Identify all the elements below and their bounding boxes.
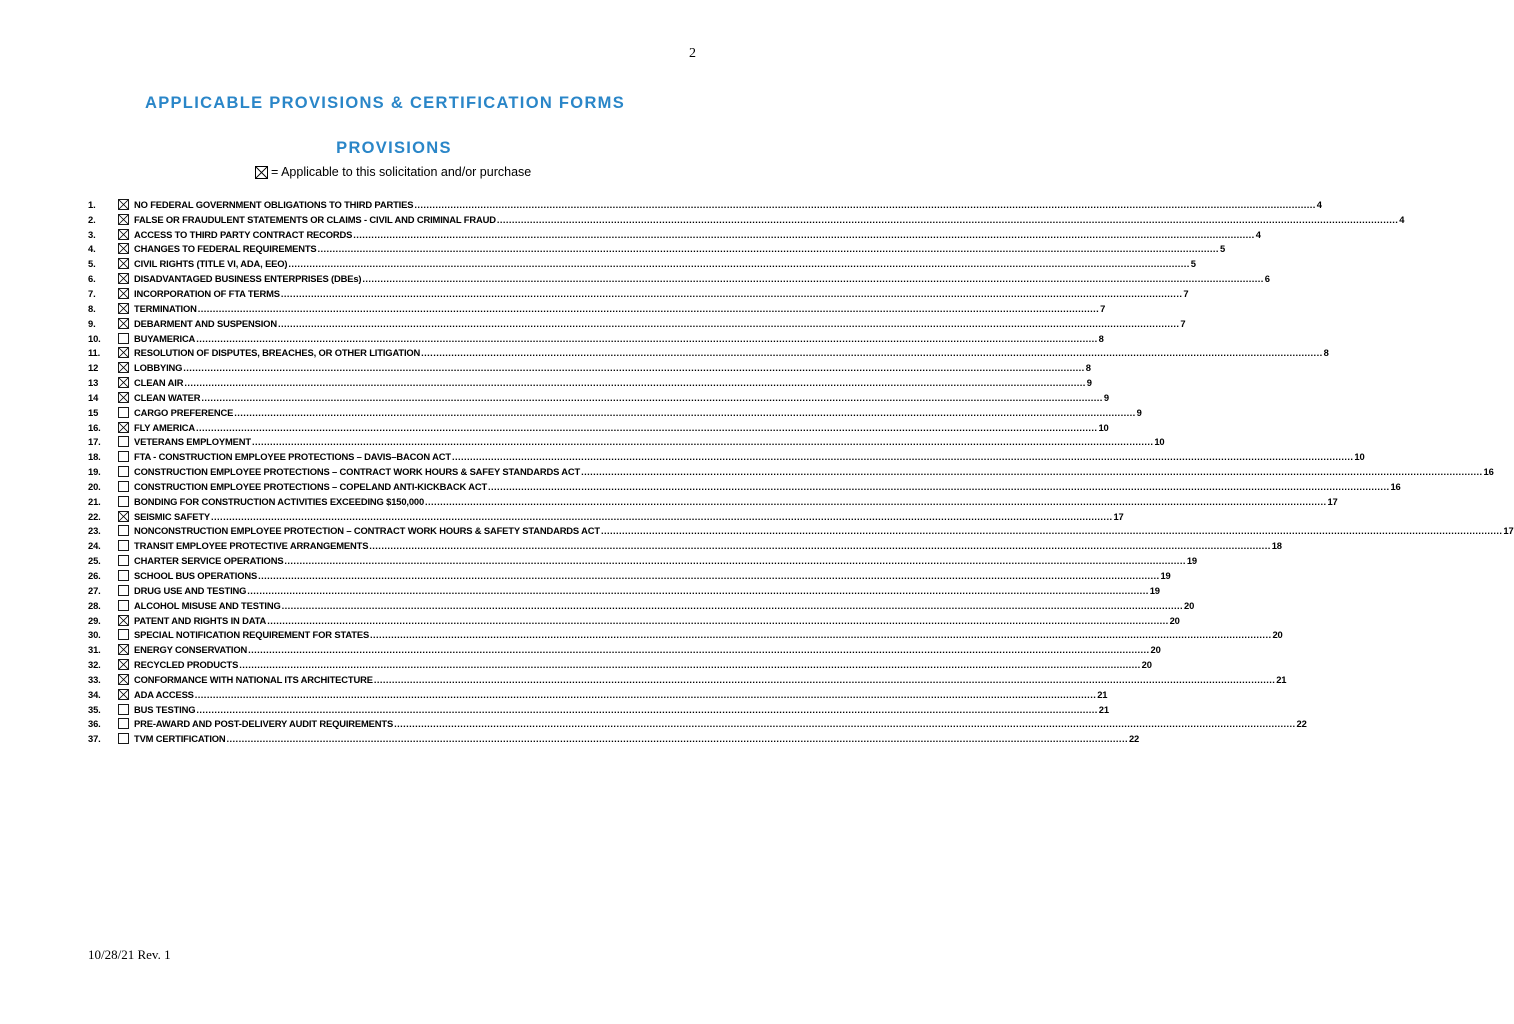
provision-label: CHARTER SERVICE OPERATIONS [134,555,284,567]
provision-page: 10 [1354,451,1365,463]
provision-label: ALCOHOL MISUSE AND TESTING [134,599,281,611]
empty-checkbox-icon [118,333,129,344]
dot-leader: ............................................................................................................................................................................................................................................................................................................ [284,555,1186,567]
provision-row [88,642,1161,657]
empty-checkbox-icon [118,466,129,477]
provision-row [88,375,1092,390]
provision-label: FTA - CONSTRUCTION EMPLOYEE PROTECTIONS – DAVIS–BACON ACT [134,451,451,463]
dot-leader: ............................................................................................................................................................................................................................................................................................................ [421,347,1323,359]
provision-number: 16. [88,421,101,433]
provision-row [88,553,1197,568]
provision-row [88,331,1104,346]
dot-leader: ............................................................................................................................................................................................................................................................................................................ [425,495,1327,507]
provision-label: PRE-AWARD AND POST-DELIVERY AUDIT REQUIREMENTS [134,718,394,730]
provision-number: 6. [88,273,96,285]
dot-leader: ............................................................................................................................................................................................................................................................................................................ [370,629,1272,641]
provision-number: 18. [88,451,101,463]
empty-checkbox-icon [118,718,129,729]
checked-box-icon [118,258,129,269]
provision-row [88,390,1109,405]
dot-leader: ............................................................................................................................................................................................................................................................................................................ [451,451,1354,463]
provision-number: 21. [88,495,101,507]
provision-label: RECYCLED PRODUCTS [134,659,239,671]
provision-number: 31. [88,644,101,656]
provision-number: 24. [88,540,101,552]
provision-row [88,286,1189,301]
provision-row [88,613,1180,628]
checked-box-icon [118,273,129,284]
provision-label: ACCESS TO THIRD PARTY CONTRACT RECORDS [134,228,353,240]
provision-number: 22. [88,510,101,522]
checked-box-icon [118,377,129,388]
provision-number: 35. [88,703,101,715]
provision-row [88,538,1282,553]
provision-page: 19 [1160,570,1171,582]
provision-row [88,405,1142,420]
provision-page: 4 [1399,213,1405,225]
dot-leader: ............................................................................................................................................................................................................................................................................................................ [196,421,1098,433]
provision-label: TERMINATION [134,302,197,314]
provision-page: 9 [1103,391,1109,403]
dot-leader: ............................................................................................................................................................................................................................................................................................................ [201,391,1103,403]
provision-row [88,316,1186,331]
provision-label: CONSTRUCTION EMPLOYEE PROTECTIONS – COPELAND ANTI-KICKBACK ACT [134,480,488,492]
dot-leader: ............................................................................................................................................................................................................................................................................................................ [353,228,1255,240]
provision-number: 27. [88,584,101,596]
dot-leader: ............................................................................................................................................................................................................................................................................................................ [196,703,1098,715]
provision-number: 23. [88,525,101,537]
provision-row [88,360,1091,375]
dot-leader: ............................................................................................................................................................................................................................................................................................................ [394,718,1296,730]
provision-label: LOBBYING [134,362,183,374]
provision-label: DISADVANTAGED BUSINESS ENTERPRISES (DBEs) [134,273,362,285]
dot-leader: ............................................................................................................................................................................................................................................................................................................ [373,673,1276,685]
provision-row [88,479,1401,494]
provision-label: DEBARMENT AND SUSPENSION [134,317,277,329]
provision-page: 10 [1154,436,1165,448]
dot-leader: ............................................................................................................................................................................................................................................................................................................ [239,659,1141,671]
provision-label: ADA ACCESS [134,688,194,700]
provision-label: RESOLUTION OF DISPUTES, BREACHES, OR OTHER LITIGATION [134,347,421,359]
provision-number: 25. [88,555,101,567]
provision-label: ENERGY CONSERVATION [134,644,248,656]
provision-page: 22 [1296,718,1307,730]
provision-row [88,464,1494,479]
provision-row [88,212,1405,227]
provision-label: DRUG USE AND TESTING [134,584,247,596]
provision-row [88,227,1261,242]
dot-leader: ............................................................................................................................................................................................................................................................................................................ [234,406,1136,418]
provision-row [88,449,1365,464]
provision-number: 5. [88,258,96,270]
provision-label: VETERANS EMPLOYMENT [134,436,251,448]
provision-label: TRANSIT EMPLOYEE PROTECTIVE ARRANGEMENTS [134,540,369,552]
dot-leader: ............................................................................................................................................................................................................................................................................................................ [183,362,1085,374]
provision-label: INCORPORATION OF FTA TERMS [134,287,280,299]
provision-label: CONFORMANCE WITH NATIONAL ITS ARCHITECTURE [134,673,373,685]
provision-page: 21 [1098,703,1109,715]
provision-label: FALSE OR FRAUDULENT STATEMENTS OR CLAIMS - CIVIL AND CRIMINAL FRAUD [134,213,496,225]
provision-row [88,345,1329,360]
provision-number: 11. [88,347,101,359]
provision-page: 20 [1272,629,1283,641]
provision-label: CLEAN WATER [134,391,201,403]
provision-number: 19. [88,466,101,478]
provision-number: 7. [88,287,96,299]
dot-leader: ............................................................................................................................................................................................................................................................................................................ [247,584,1149,596]
provision-number: 1. [88,198,96,210]
provision-number: 30. [88,629,101,641]
empty-checkbox-icon [118,481,129,492]
provision-page: 5 [1190,258,1196,270]
provision-page: 21 [1276,673,1287,685]
provision-number: 13 [88,377,99,389]
provision-label: SPECIAL NOTIFICATION REQUIREMENT FOR STATES [134,629,370,641]
provision-row [88,256,1196,271]
provision-label: PATENT AND RIGHTS IN DATA [134,614,267,626]
provision-page: 9 [1086,377,1092,389]
provision-label: CHANGES TO FEDERAL REQUIREMENTS [134,243,317,255]
provision-number: 33. [88,673,101,685]
provision-page: 17 [1327,495,1338,507]
provision-label: SCHOOL BUS OPERATIONS [134,570,258,582]
provision-label: BUS TESTING [134,703,196,715]
provision-number: 17. [88,436,101,448]
empty-checkbox-icon [118,600,129,611]
empty-checkbox-icon [118,525,129,536]
provision-page: 8 [1085,362,1091,374]
checked-box-icon [118,214,129,225]
provision-page: 17 [1503,525,1514,537]
provision-row [88,494,1338,509]
checked-box-icon [118,318,129,329]
checked-box-icon [118,511,129,522]
dot-leader: ............................................................................................................................................................................................................................................................................................................ [251,436,1154,448]
dot-leader: ............................................................................................................................................................................................................................................................................................................ [369,540,1271,552]
provision-label: CIVIL RIGHTS (TITLE VI, ADA, EEO) [134,258,288,270]
legend-text: = Applicable to this solicitation and/or purchase [271,165,532,179]
provision-page: 22 [1128,733,1140,745]
provision-page: 4 [1255,228,1261,240]
dot-leader: ............................................................................................................................................................................................................................................................................................................ [267,614,1169,626]
section-title: PROVISIONS [336,139,452,157]
empty-checkbox-icon [118,407,129,418]
empty-checkbox-icon [118,436,129,447]
empty-checkbox-icon [118,570,129,581]
provision-row [88,627,1283,642]
dot-leader: ............................................................................................................................................................................................................................................................................................................ [581,466,1483,478]
provision-number: 37. [88,733,101,745]
provision-number: 12 [88,362,99,374]
dot-leader: ............................................................................................................................................................................................................................................................................................................ [288,258,1190,270]
checked-box-icon [118,303,129,314]
provision-row [88,301,1106,316]
provision-page: 19 [1186,555,1197,567]
empty-checkbox-icon [118,540,129,551]
dot-leader: ............................................................................................................................................................................................................................................................................................................ [277,317,1180,329]
provision-page: 20 [1169,614,1180,626]
empty-checkbox-icon [118,704,129,715]
dot-leader: ............................................................................................................................................................................................................................................................................................................ [184,377,1086,389]
provision-label: SEISMIC SAFETY [134,510,211,522]
provision-row [88,672,1287,687]
legend [255,163,531,181]
provision-page: 9 [1136,406,1142,418]
provision-number: 34. [88,688,101,700]
checked-box-icon [118,362,129,373]
checked-box-icon [118,689,129,700]
provision-number: 15 [88,406,99,418]
empty-checkbox-icon [118,585,129,596]
provision-label: FLY AMERICA [134,421,196,433]
footer-revision: 10/28/21 Rev. 1 [88,947,171,962]
provision-page: 5 [1219,243,1226,255]
checked-box-icon [118,674,129,685]
empty-checkbox-icon [118,733,129,744]
dot-leader: ............................................................................................................................................................................................................................................................................................................ [248,644,1150,656]
provision-page: 4 [1316,198,1322,210]
provision-label: TVM CERTIFICATION [134,733,226,745]
provision-row [88,509,1124,524]
dot-leader: ............................................................................................................................................................................................................................................................................................................ [258,570,1160,582]
provision-label: CARGO PREFERENCE [134,406,234,418]
provision-row [88,717,1307,732]
provision-page: 7 [1100,302,1106,314]
provision-row [88,271,1270,286]
provision-page: 8 [1323,347,1329,359]
provision-number: 3. [88,228,96,240]
dot-leader: ............................................................................................................................................................................................................................................................................................................ [196,332,1098,344]
provision-label: CONSTRUCTION EMPLOYEE PROTECTIONS – CONTRACT WORK HOURS & SAFEY STANDARDS ACT [134,466,581,478]
provision-page: 6 [1264,273,1270,285]
provision-number: 20. [88,480,101,492]
provision-page: 10 [1098,421,1109,433]
provision-page: 21 [1097,688,1108,700]
provision-page: 17 [1113,510,1124,522]
provision-number: 10. [88,332,101,344]
provision-number: 36. [88,718,101,730]
provision-number: 28. [88,599,101,611]
provision-label: CLEAN AIR [134,377,184,389]
provision-row [88,435,1165,450]
page-number: 2 [689,46,696,61]
checked-box-icon [118,659,129,670]
checked-box-icon [118,199,129,210]
provision-row [88,568,1171,583]
provision-row [88,702,1109,717]
provision-row [88,598,1195,613]
checked-box-icon [118,347,129,358]
dot-leader: ............................................................................................................................................................................................................................................................................................................ [194,688,1097,700]
dot-leader: ............................................................................................................................................................................................................................................................................................................ [211,510,1113,522]
provision-label: NONCONSTRUCTION EMPLOYEE PROTECTION – CONTRACT WORK HOURS & SAFETY STANDARDS ACT [134,525,600,537]
checked-box-icon [118,422,129,433]
provision-number: 14 [88,391,99,403]
provisions-list [88,197,1514,746]
checked-box-icon [118,615,129,626]
dot-leader: ............................................................................................................................................................................................................................................................................................................ [281,599,1184,611]
provision-row [88,242,1226,257]
dot-leader: ............................................................................................................................................................................................................................................................................................................ [414,198,1316,210]
provision-row [88,197,1322,212]
checked-box-icon [118,243,129,254]
empty-checkbox-icon [118,629,129,640]
provision-label: BONDING FOR CONSTRUCTION ACTIVITIES EXCEEDING $150,000 [134,495,425,507]
provision-label: BUYAMERICA [134,332,196,344]
provision-row [88,524,1514,539]
provision-page: 16 [1483,466,1494,478]
provision-number: 9. [88,317,96,329]
empty-checkbox-icon [118,555,129,566]
provision-page: 8 [1098,332,1104,344]
dot-leader: ............................................................................................................................................................................................................................................................................................................ [600,525,1503,537]
provision-page: 20 [1150,644,1161,656]
checked-box-icon [118,644,129,655]
provision-page: 7 [1183,287,1189,299]
provision-row [88,687,1108,702]
provision-row [88,731,1140,746]
checked-box-icon [118,392,129,403]
provision-page: 7 [1180,317,1186,329]
dot-leader: ............................................................................................................................................................................................................................................................................................................ [317,243,1219,255]
provision-number: 4. [88,243,96,255]
provision-row [88,583,1160,598]
provision-number: 8. [88,302,96,314]
dot-leader: ............................................................................................................................................................................................................................................................................................................ [280,287,1183,299]
provision-page: 18 [1271,540,1282,552]
dot-leader: ............................................................................................................................................................................................................................................................................................................ [496,213,1399,225]
provision-page: 20 [1184,599,1195,611]
provision-page: 20 [1141,659,1152,671]
dot-leader: ............................................................................................................................................................................................................................................................................................................ [197,302,1100,314]
document-title: APPLICABLE PROVISIONS & CERTIFICATION FORMS [144,94,626,112]
provision-page: 19 [1149,584,1160,596]
provision-page: 16 [1390,480,1401,492]
provision-row [88,657,1152,672]
dot-leader: ............................................................................................................................................................................................................................................................................................................ [362,273,1264,285]
empty-checkbox-icon [118,496,129,507]
empty-checkbox-icon [118,451,129,462]
checked-box-icon [118,229,129,240]
provision-number: 26. [88,570,101,582]
provision-number: 29. [88,614,101,626]
provision-row [88,420,1109,435]
checked-box-icon [255,166,268,179]
provision-number: 2. [88,213,96,225]
dot-leader: ............................................................................................................................................................................................................................................................................................................ [488,480,1390,492]
dot-leader: ............................................................................................................................................................................................................................................................................................................ [226,733,1128,745]
checked-box-icon [118,288,129,299]
provision-label: NO FEDERAL GOVERNMENT OBLIGATIONS TO THIRD PARTIES [134,198,414,210]
provision-number: 32. [88,659,101,671]
